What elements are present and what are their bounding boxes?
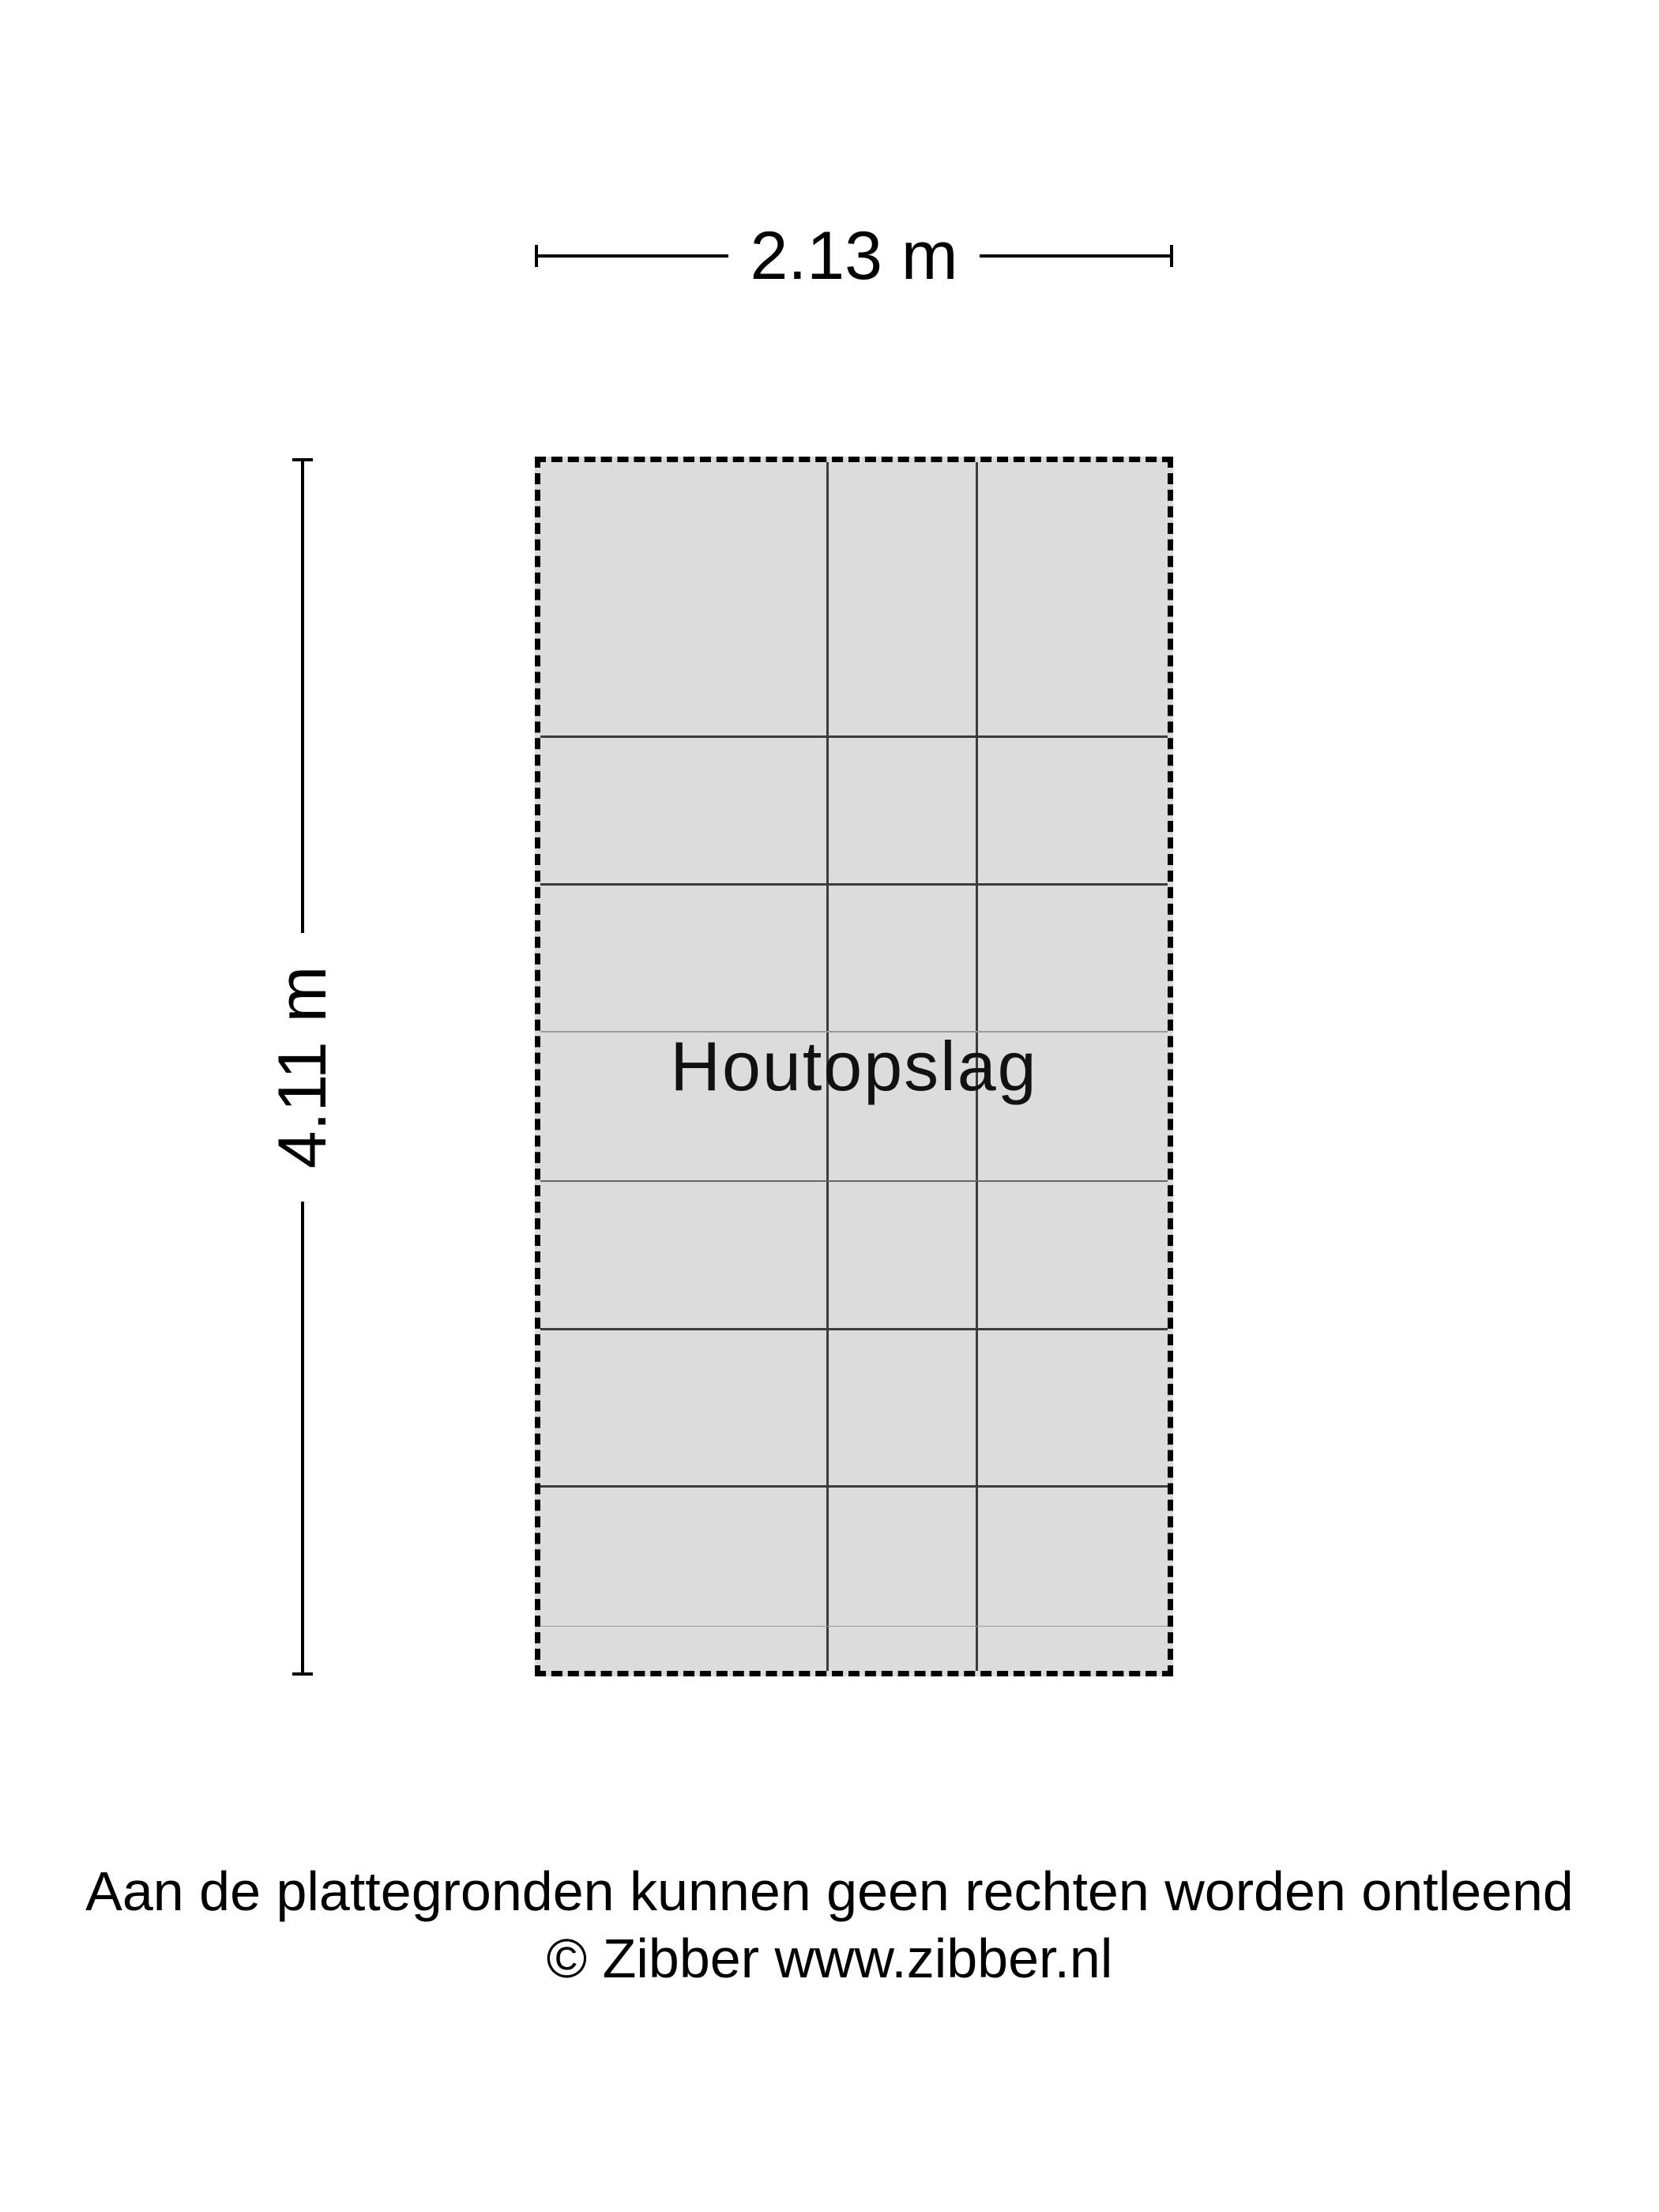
height-dimension-label-holder	[265, 933, 340, 1202]
dimension-line-right	[980, 254, 1170, 258]
grid-line-horizontal	[540, 1626, 1168, 1627]
dimension-line-top	[301, 461, 304, 933]
grid-line-horizontal	[540, 1180, 1168, 1182]
dimension-line-left	[538, 254, 728, 258]
room-label: Houtopslag	[670, 1027, 1038, 1105]
copyright-text: © Zibber www.zibber.nl	[546, 1928, 1113, 1989]
grid-line-horizontal	[540, 1485, 1168, 1488]
height-dimension-label: 4.11 m	[265, 965, 340, 1168]
room-houtopslag	[535, 457, 1173, 1676]
dimension-line-bottom	[301, 1202, 304, 1673]
grid-line-horizontal	[540, 883, 1168, 886]
disclaimer-text: Aan de plattegronden kunnen geen rechten worden ontleend	[85, 1860, 1574, 1922]
width-dimension	[535, 218, 1173, 294]
width-dimension-label: 2.13 m	[750, 218, 958, 294]
grid-line-horizontal	[540, 735, 1168, 738]
dimension-tick-right	[1170, 245, 1173, 267]
grid-line-horizontal	[540, 1328, 1168, 1330]
footer	[0, 1858, 1659, 1992]
dimension-tick-bottom	[292, 1672, 313, 1676]
height-dimension	[265, 458, 340, 1676]
